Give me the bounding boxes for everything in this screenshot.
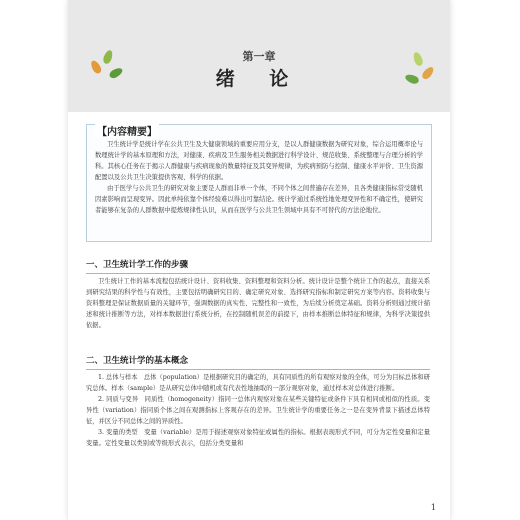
- chapter-number: 第一章: [242, 50, 276, 63]
- chapter-title: 绪 论: [215, 68, 303, 90]
- section-paragraph: 卫生统计工作的基本流程包括统计设计、资料收集、资料整理和资料分析。统计设计是整个统计工作的起点，直接关系到研究结果的科学性与有效性，主要包括明确研究目的、确定研究对象、选择研究指标和制定研究方案等内容。资料收集与资料整理是保证数据质量的关键环节，强调数据的真实性、完整性和一致性，为后续分析奠定基础。资料分析则通过统计描述和统计推断等方法，对样本数据进行系统分析，在控制随机误差的前提下，由样本推断总体特征和规律，为科学决策提供依据。: [86, 278, 430, 329]
- summary-box: [86, 124, 432, 242]
- section-paragraph: 1. 总体与样本 总体（population）是根据研究目的确定的，具有同质性的所有观察对象的全体，可分为目标总体和研究总体。样本（sample）是从研究总体中随机或有代表性地抽取的一部分观察对象，通过样本对总体进行推断。: [86, 374, 430, 392]
- chapter-header-band: [68, 0, 450, 112]
- summary-paragraph: 由于医学与公共卫生的研究对象主要是人群而非单一个体，不同个体之间普遍存在差异，且各类健康指标常受随机因素影响而呈现变异。因此单纯依靠个体经验难以得出可靠结论。统计学通过系统性地处理变异性和不确定性，使研究者能够在复杂的人群数据中提炼规律性认识，从而在医学与公共卫生领域中具有不可替代的方法论地位。: [95, 185, 423, 214]
- summary-label: 【内容精要】: [95, 123, 159, 138]
- section-paragraph: 3. 变量的类型 变量（variable）是用于描述观察对象特征或属性的指标。根据表现形式不同，可分为定性变量和定量变量。定性变量以类别或等级形式表示，包括分类变量和: [86, 429, 430, 447]
- summary-paragraph: 卫生统计学是统计学在公共卫生及大健康领域的重要应用分支，是以人群健康数据为研究对象，综合运用概率论与数理统计学的基本原理和方法，对健康、疾病及卫生服务相关数据进行科学设计、规范收集、系统整理与合理分析的学科。其核心任务在于揭示人群健康与疾病现象的数量特征及其变异规律，为疾病预防与控制、健康水平评价、卫生资源配置以及公共卫生决策提供客观、科学的依据。: [95, 141, 423, 181]
- section-heading: 二、卫生统计学的基本概念: [86, 354, 430, 370]
- section-steps: [86, 258, 430, 331]
- page-number: 1: [430, 503, 436, 512]
- section-paragraph: 2. 同质与变异 同质性（homogeneity）指同一总体内观察对象在某些关键特征或条件下具有相同或相似的性质。变异性（variation）指同质个体之间在观测指标上客观存在的差异。卫生统计学的重要任务之一是在变异背景下描述总体特征，并区分不同总体之间的异质性。: [86, 396, 430, 425]
- section-heading: 一、卫生统计学工作的步骤: [86, 258, 430, 274]
- section-concepts: [86, 354, 430, 449]
- book-page: [68, 0, 450, 520]
- summary-body: [95, 139, 423, 216]
